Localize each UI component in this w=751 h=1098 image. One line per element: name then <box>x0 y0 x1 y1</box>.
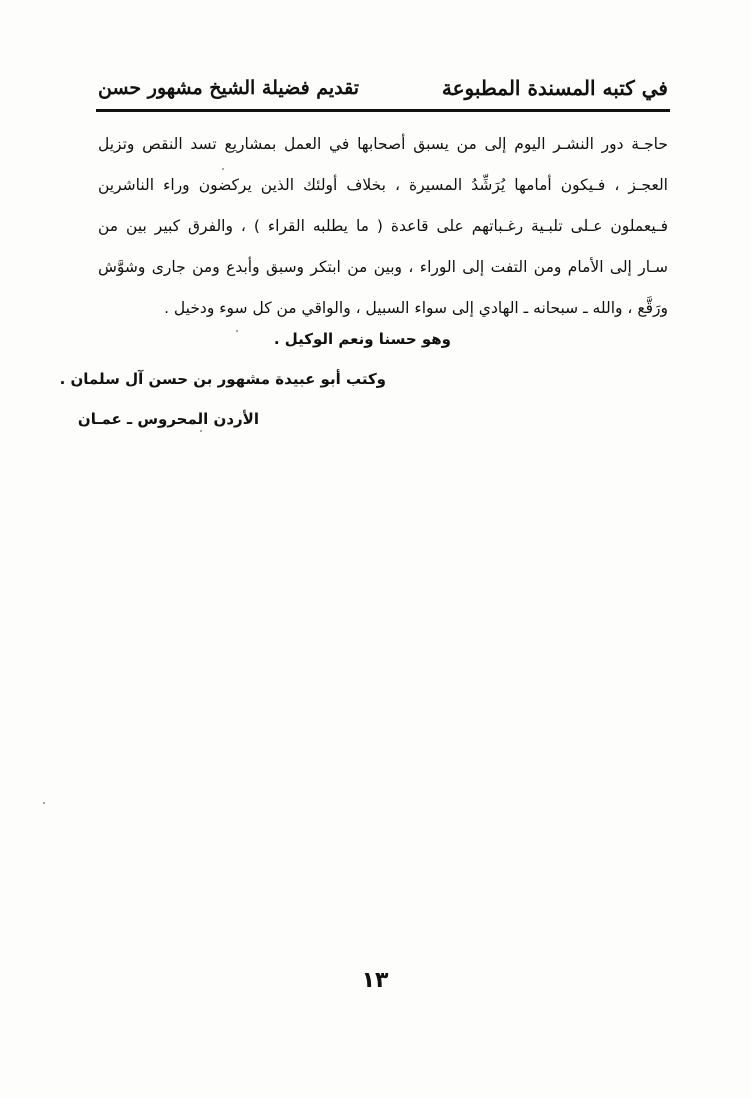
closing-line: وهو حسنا ونعم الوكيل . <box>273 330 451 348</box>
section-title-header: تقديم فضيلة الشيخ مشهور حسن <box>98 77 360 99</box>
header-rule <box>96 109 670 112</box>
scan-speck <box>222 168 224 170</box>
book-title-header: في كتبه المسندة المطبوعة <box>441 76 668 100</box>
body-line: ورَقَّع ، والله ـ سبحانه ـ الهادي إلى سواء السبيل ، والواقي من كل سوء ودخيل . <box>164 299 668 317</box>
scan-speck <box>236 330 238 332</box>
scan-speck <box>43 802 45 804</box>
author-signature: وكتب أبو عبيدة مشهور بن حسن آل سلمان . <box>59 370 386 388</box>
body-line: فـيعملون عـلى تلبـية رغـباتهم على قاعدة ( ما يطلبه القراء ) ، والفرق كبير بين من <box>98 217 668 235</box>
body-paragraph <box>98 124 668 329</box>
scan-speck <box>200 430 202 432</box>
body-line: العجـز ، فـيكون أمامها يُرَشِّدُ المسيرة ، بخلاف أولئك الذين يركضون وراء الناشرين <box>98 176 668 194</box>
running-header <box>98 72 668 108</box>
body-line: حاجـة دور النشـر اليوم إلى من يسبق أصحابها في العمل بمشاريع تسد النقص وتزيل <box>98 135 668 153</box>
place-line: الأردن المحروس ـ عمـان <box>77 410 259 428</box>
page-number: ١٣ <box>361 968 389 993</box>
body-line: سـار إلى الأمام ومن التفت إلى الوراء ، وبين من ابتكر وسبق وأبدع ومن جارى وشوَّش <box>98 258 668 276</box>
